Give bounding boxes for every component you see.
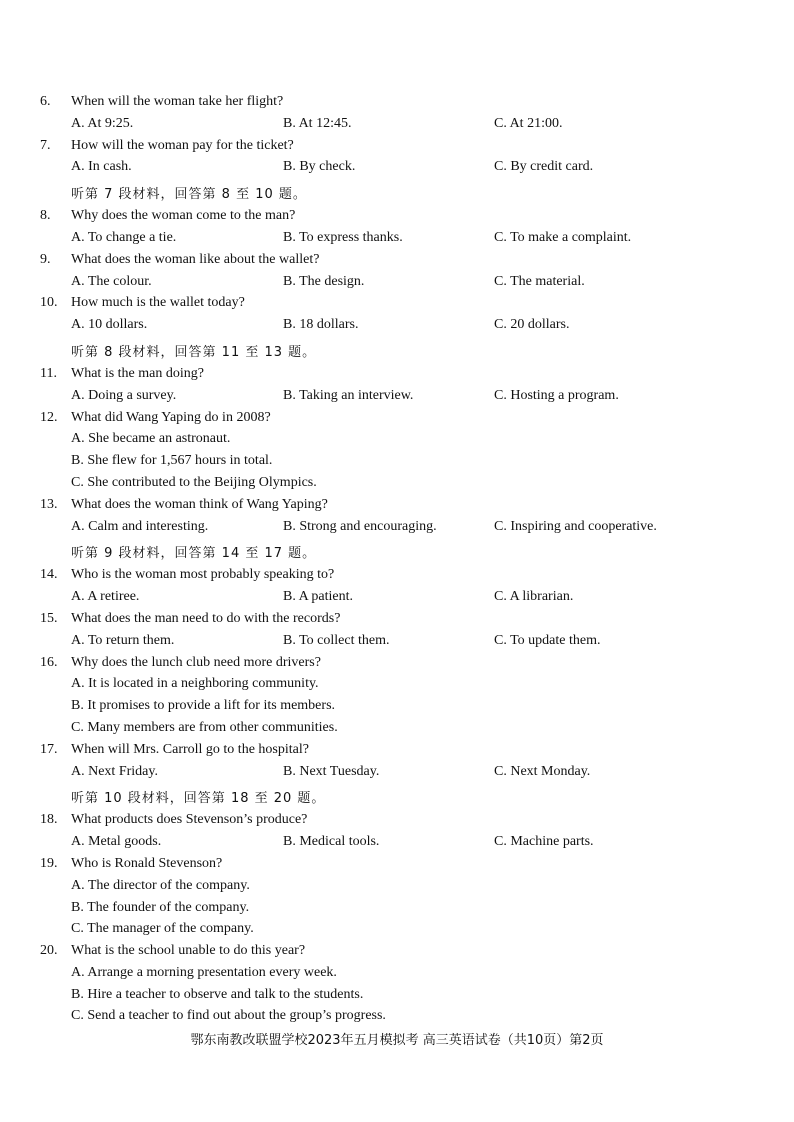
- question-10: [40, 292, 760, 314]
- option-b: B. To express thanks.: [283, 229, 403, 245]
- options-15: [40, 630, 760, 652]
- option-b: B. The design.: [283, 273, 365, 289]
- section-instruction: 听第 10 段材料，回答第 18 至 20 题。: [71, 791, 326, 807]
- option-c: C. To make a complaint.: [494, 229, 632, 245]
- question-text: When will the woman take her flight?: [71, 94, 284, 109]
- option-c: C. Hosting a program.: [494, 387, 619, 403]
- option-c: C. Inspiring and cooperative.: [494, 518, 657, 534]
- option-row: [40, 897, 760, 919]
- question-text: Who is the woman most probably speaking to?: [71, 567, 335, 583]
- question-number: 18.: [40, 812, 58, 828]
- option-a: A. In cash.: [71, 159, 132, 175]
- question-number: 13.: [40, 496, 58, 512]
- question-number: 9.: [40, 251, 51, 267]
- option-b: B. At 12:45.: [283, 115, 352, 131]
- option-c: C. She contributed to the Beijing Olympics.: [71, 474, 317, 490]
- question-11: [40, 363, 760, 385]
- question-15: [40, 608, 760, 630]
- question-17: [40, 739, 760, 761]
- option-a: A. It is located in a neighboring community.: [71, 676, 319, 692]
- option-c: C. To update them.: [494, 632, 601, 648]
- option-c: C. Next Monday.: [494, 763, 591, 779]
- option-c: C. Many members are from other communities.: [71, 719, 338, 735]
- option-b: B. Hire a teacher to observe and talk to the students.: [71, 986, 364, 1002]
- option-row: [40, 918, 760, 940]
- option-a: A. Doing a survey.: [71, 387, 177, 403]
- option-a: A. To change a tie.: [71, 229, 177, 245]
- question-number: 7.: [40, 137, 51, 153]
- option-c: C. The manager of the company.: [71, 921, 254, 937]
- section-instruction: 听第 7 段材料，回答第 8 至 10 题。: [71, 187, 307, 203]
- options-18: [40, 831, 760, 853]
- option-row: [40, 428, 760, 450]
- option-row: [40, 673, 760, 695]
- question-number: 19.: [40, 855, 58, 871]
- question-number: 17.: [40, 741, 58, 757]
- question-text: What did Wang Yaping do in 2008?: [71, 409, 271, 425]
- question-text: How will the woman pay for the ticket?: [71, 137, 294, 153]
- question-14: [40, 564, 760, 586]
- option-b: B. Next Tuesday.: [283, 763, 380, 779]
- option-b: B. Strong and encouraging.: [283, 518, 437, 534]
- question-18: [40, 809, 760, 831]
- options-17: [40, 761, 760, 783]
- question-text: What does the woman like about the wallet?: [71, 251, 320, 267]
- question-text: What is the school unable to do this year?: [71, 943, 306, 959]
- question-number: 16.: [40, 654, 58, 670]
- option-row: [40, 984, 760, 1006]
- question-text: What does the woman think of Wang Yaping?: [71, 496, 328, 512]
- section-heading-10: [40, 782, 760, 809]
- question-number: 20.: [40, 943, 58, 959]
- option-c: C. 20 dollars.: [494, 317, 570, 333]
- option-row: [40, 472, 760, 494]
- section-instruction: 听第 9 段材料，回答第 14 至 17 题。: [71, 546, 317, 562]
- question-number: 11.: [40, 365, 57, 381]
- options-11: [40, 385, 760, 407]
- option-row: [40, 717, 760, 739]
- option-c: C. By credit card.: [494, 159, 594, 175]
- option-a: A. The colour.: [71, 273, 152, 289]
- option-a: A. 10 dollars.: [71, 317, 148, 333]
- options-6: [40, 113, 760, 135]
- section-heading-9: [40, 537, 760, 564]
- options-8: [40, 227, 760, 249]
- question-text: Why does the lunch club need more drivers?: [71, 654, 321, 670]
- question-number: 8.: [40, 208, 51, 224]
- question-9: [40, 249, 760, 271]
- question-text: Why does the woman come to the man?: [71, 208, 296, 224]
- option-b: B. Taking an interview.: [283, 387, 414, 403]
- option-a: A. The director of the company.: [71, 877, 250, 893]
- option-c: C. Machine parts.: [494, 834, 594, 850]
- option-a: A. Arrange a morning presentation every week.: [71, 964, 337, 980]
- question-text: What does the man need to do with the records?: [71, 610, 341, 626]
- page-footer: 鄂东南教改联盟学校2023年五月模拟考 高三英语试卷（共10页）第2页: [190, 1033, 604, 1048]
- question-number: 6.: [40, 94, 51, 109]
- option-b: B. The founder of the company.: [71, 899, 250, 915]
- option-c: C. A librarian.: [494, 589, 574, 605]
- question-6: [40, 91, 760, 113]
- option-b: B. Medical tools.: [283, 834, 380, 850]
- option-a: A. She became an astronaut.: [71, 431, 231, 447]
- question-text: What products does Stevenson’s produce?: [71, 812, 308, 828]
- question-12: [40, 407, 760, 429]
- options-14: [40, 586, 760, 608]
- option-b: B. 18 dollars.: [283, 317, 359, 333]
- options-10: [40, 314, 760, 336]
- question-20: [40, 940, 760, 962]
- option-b: B. She flew for 1,567 hours in total.: [71, 453, 273, 469]
- option-a: A. Next Friday.: [71, 763, 158, 779]
- question-number: 15.: [40, 610, 58, 626]
- options-7: [40, 156, 760, 178]
- question-8: [40, 205, 760, 227]
- question-text: Who is Ronald Stevenson?: [71, 855, 223, 871]
- section-heading-8: [40, 336, 760, 363]
- option-b: B. To collect them.: [283, 632, 390, 648]
- option-row: [40, 962, 760, 984]
- option-a: A. Metal goods.: [71, 834, 162, 850]
- question-number: 12.: [40, 409, 58, 425]
- option-row: [40, 450, 760, 472]
- question-19: [40, 853, 760, 875]
- option-row: [40, 695, 760, 717]
- section-heading-7: [40, 178, 760, 205]
- option-row: [40, 875, 760, 897]
- question-13: [40, 494, 760, 516]
- option-a: A. At 9:25.: [71, 115, 134, 131]
- option-a: A. Calm and interesting.: [71, 518, 209, 534]
- question-text: When will Mrs. Carroll go to the hospital?: [71, 741, 309, 757]
- question-number: 14.: [40, 567, 58, 583]
- question-number: 10.: [40, 295, 58, 311]
- options-9: [40, 271, 760, 293]
- option-row: [40, 1005, 760, 1027]
- option-b: B. A patient.: [283, 589, 353, 605]
- question-list: [40, 91, 760, 1027]
- option-b: B. By check.: [283, 159, 356, 175]
- option-a: A. To return them.: [71, 632, 175, 648]
- question-text: What is the man doing?: [71, 365, 204, 381]
- section-instruction: 听第 8 段材料，回答第 11 至 13 题。: [71, 344, 317, 360]
- option-c: C. The material.: [494, 273, 585, 289]
- option-c: C. At 21:00.: [494, 115, 563, 131]
- question-7: [40, 135, 760, 157]
- option-b: B. It promises to provide a lift for its members.: [71, 698, 336, 714]
- option-c: C. Send a teacher to find out about the group’s progress.: [71, 1008, 386, 1024]
- question-text: How much is the wallet today?: [71, 295, 245, 311]
- options-13: [40, 516, 760, 538]
- question-16: [40, 652, 760, 674]
- option-a: A. A retiree.: [71, 589, 140, 605]
